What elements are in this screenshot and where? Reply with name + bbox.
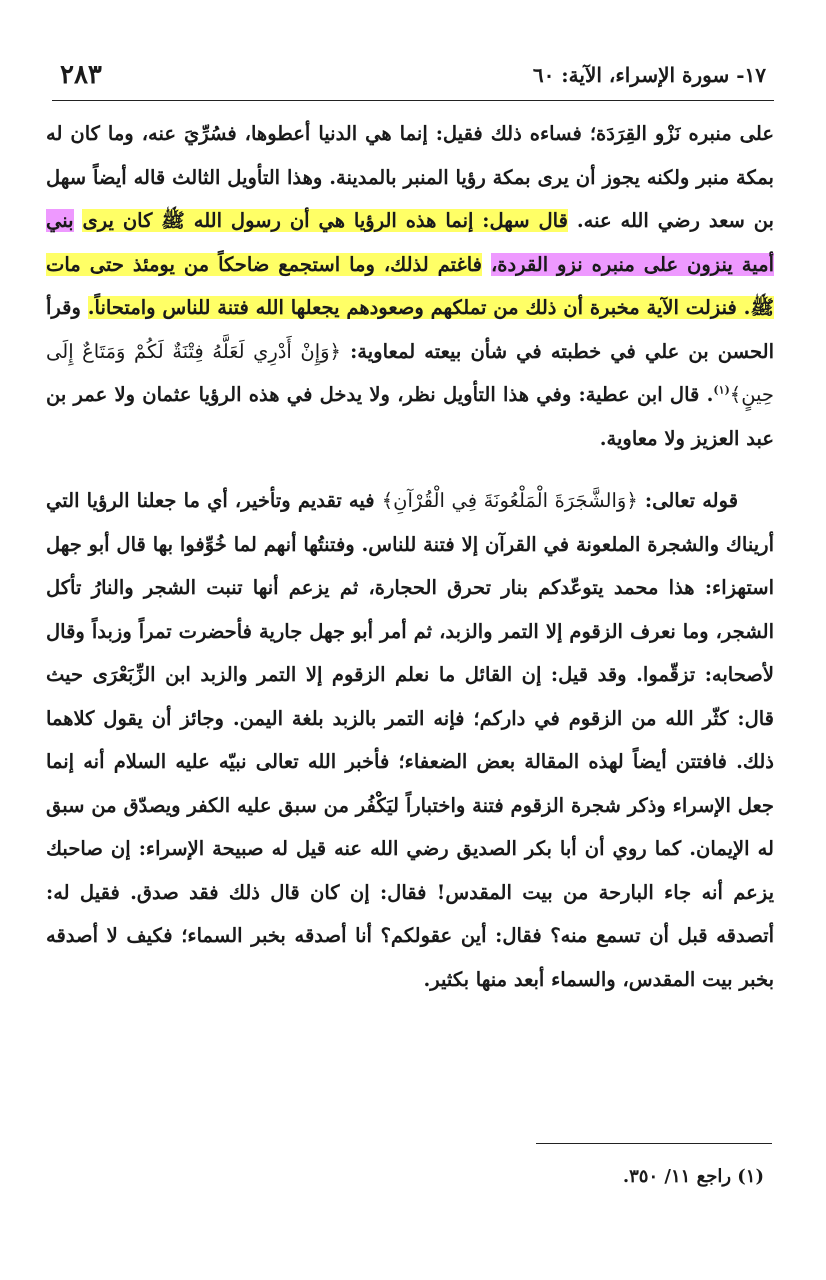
footnote: (١) راجع ١١/ ٣٥٠. bbox=[622, 1166, 764, 1187]
highlight-yellow-1: قال سهل: إنما هذه الرؤيا هي أن رسول الله ﷺ كان يرى bbox=[82, 209, 568, 232]
quran-verse: ﴿وَالشَّجَرَةَ الْمَلْعُونَةَ فِي الْقُرْآنِ﴾ bbox=[381, 489, 638, 512]
page-number: ٢٨٣ bbox=[60, 60, 102, 90]
text-segment: . قال ابن عطية: وفي هذا التأويل نظر، ولا يدخل في هذه الرؤيا عثمان ولا عمر بن عبد العزيز ولا معاوية. bbox=[46, 383, 774, 450]
text-segment: وقرأ الحسن بن علي في خطبته في شأن بيعته لمعاوية: bbox=[46, 296, 774, 363]
main-text bbox=[46, 112, 774, 1001]
surah-title: ١٧- سورة الإسراء، الآية: ٦٠ bbox=[532, 63, 766, 87]
highlight-yellow-2: فاغتم لذلك، وما استجمع ضاحكاً من يومئذ حتى مات ﷺ. فنزلت الآية مخبرة أن ذلك من تملكهم وصعودهم يجعلها الله فتنة للناس وامتحاناً. bbox=[46, 252, 774, 319]
paragraph-2 bbox=[46, 479, 774, 1001]
footnote-marker: (١) bbox=[713, 383, 730, 397]
text-segment: فيه تقديم وتأخير، أي ما جعلنا الرؤيا التي أريناك والشجرة الملعونة في القرآن إلا فتنة للناس. وفتنتُها أنهم لما خُوِّفوا بها قال أبو جهل استهزاء: هذا محمد يتوعّدكم بنار تحرق الحجارة، ثم يزعم أنها تنبت الشجر والنارُ تأكل الشجر، وما نعرف الزقوم إلا التمر والزبد، ثم أمر أبو جهل جارية فأحضرت تمراً وزبداً وقال لأصحابه: تزقّموا. وقد قيل: إن القائل ما نعلم الزقوم إلا التمر والزبد ابن الزِّبَعْرَى حيث قال: كثّر الله من الزقوم في داركم؛ فإنه التمر بالزبد بلغة اليمن. وجائز أن يقول كلاهما ذلك. فافتتن أيضاً لهذه المقالة بعض الضعفاء؛ فأخبر الله تعالى نبيّه عليه السلام أنه إنما جعل الإسراء وذكر شجرة الزقوم فتنة واختباراً ليَكْفُر من سبق عليه الكفر ويصدّق من سبق له الإيمان. كما روي أن أبا بكر الصديق رضي الله عنه قيل له صبيحة الإسراء: إن صاحبك يزعم أنه جاء البارحة من بيت المقدس! فقال: إن كان قال ذلك فقد صدق. فقيل له: أتصدقه قبل أن تسمع منه؟ فقال: أين عقولكم؟ أنا أصدقه بخبر السماء؛ فكيف لا أصدقه بخبر بيت المقدس، والسماء أبعد منها بكثير. bbox=[46, 489, 774, 991]
quran-verse: ﴿وَإِنْ أَدْرِي لَعَلَّهُ فِتْنَةٌ لَكُمْ وَمَتَاعٌ إِلَى حِينٍ﴾ bbox=[46, 339, 774, 406]
footnote-divider bbox=[536, 1143, 772, 1144]
highlight-pink: بني أمية ينزون على منبره نزو القردة، bbox=[46, 209, 774, 276]
paragraph-1 bbox=[46, 112, 774, 460]
text-segment: قوله تعالى: bbox=[644, 489, 739, 512]
text-segment: على منبره نَزْو القِرَدَة؛ فساءه ذلك فقيل: إنما هي الدنيا أعطوها، فسُرِّيَ عنه، وما كان له بمكة منبر ولكنه يجوز أن يرى بمكة رؤيا المنبر بالمدينة. وهذا التأويل الثالث قاله أيضاً سهل بن سعد رضي الله عنه. bbox=[46, 122, 774, 232]
page-header bbox=[60, 55, 766, 95]
header-divider bbox=[52, 100, 774, 101]
